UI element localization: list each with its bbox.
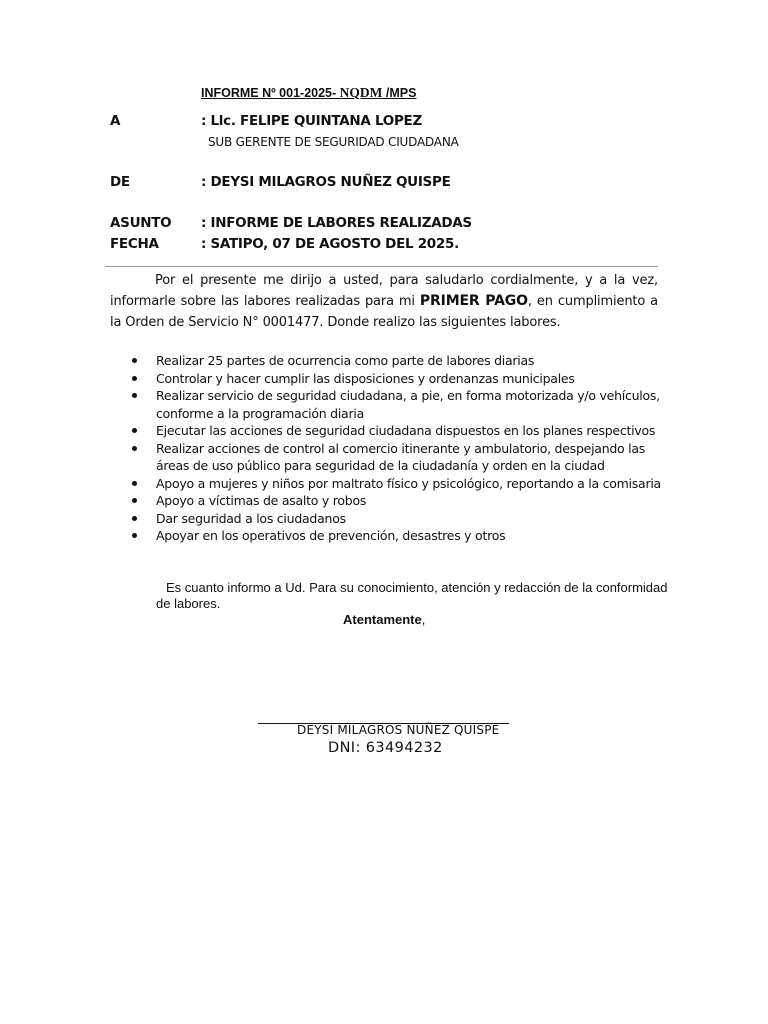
closing-text: Es cuanto informo a Ud. Para su conocimiento, atención y redacción de la conformidad de labores. — [156, 580, 668, 611]
signature-dni: DNI: 63494232 — [328, 740, 443, 756]
task-text: Realizar servicio de seguridad ciudadana, a pie, en forma motorizada y/o vehículos, conforme a la programación diaria — [156, 388, 660, 421]
bullet-icon — [132, 498, 137, 503]
task-text: Apoyar en los operativos de prevención, desastres y otros — [156, 528, 506, 543]
bullet-icon — [132, 446, 137, 451]
task-item — [128, 370, 668, 388]
report-title-main: INFORME Nº 001-2025- — [201, 86, 340, 100]
date-value: : SATIPO, 07 DE AGOSTO DEL 2025. — [201, 236, 459, 252]
subject-label: ASUNTO — [110, 215, 172, 231]
task-item — [128, 527, 668, 545]
to-label: A — [110, 113, 121, 129]
intro-strong-text: PRIMER PAGO — [419, 293, 528, 309]
bullet-icon — [132, 376, 137, 381]
task-text: Realizar 25 partes de ocurrencia como parte de labores diarias — [156, 353, 535, 368]
task-text: Apoyo a víctimas de asalto y robos — [156, 493, 367, 508]
task-item — [128, 440, 668, 475]
task-text: Ejecutar las acciones de seguridad ciudadana dispuestos en los planes respectivos — [156, 423, 656, 438]
signature-name: DEYSI MILAGROS NUÑEZ QUISPE — [297, 723, 500, 737]
date-label: FECHA — [110, 236, 159, 252]
task-item — [128, 387, 668, 422]
bullet-icon — [132, 481, 137, 486]
intro-text-after: , en cumplimiento a la Orden de Servicio N° 0001477. Donde realizo las siguientes labores. — [110, 294, 658, 330]
task-text: Realizar acciones de control al comercio itinerante y ambulatorio, despejando las áreas de uso público para seguridad de la ciudadanía y orden en la ciudad — [156, 440, 646, 473]
intro-text-before: Por el presente me dirijo a usted, para saludarlo cordialmente, y a la vez, informarle sobre las labores realizadas para mi — [110, 273, 658, 309]
to-value: : Llc. FELIPE QUINTANA LOPEZ — [201, 113, 422, 129]
subject-value: : INFORME DE LABORES REALIZADAS — [201, 215, 472, 231]
to-position: SUB GERENTE DE SEGURIDAD CIUDADANA — [208, 135, 459, 149]
regards-comma: , — [421, 612, 426, 627]
closing-paragraph — [156, 580, 676, 612]
task-list — [128, 352, 668, 545]
header-divider — [105, 266, 658, 267]
task-item — [128, 510, 668, 528]
task-item — [128, 475, 668, 493]
bullet-icon — [132, 428, 137, 433]
report-title — [201, 85, 416, 101]
regards-line — [343, 612, 425, 627]
task-text: Apoyo a mujeres y niños por maltrato físico y psicológico, reportando a la comisaria — [156, 475, 661, 491]
bullet-icon — [132, 358, 137, 363]
regards-text: Atentamente — [343, 612, 422, 627]
task-item — [128, 352, 668, 370]
task-item — [128, 492, 668, 510]
report-title-code: NQDM — [339, 85, 383, 100]
task-text: Controlar y hacer cumplir las disposiciones y ordenanzas municipales — [156, 370, 575, 386]
task-text: Dar seguridad a los ciudadanos — [156, 510, 346, 526]
bullet-icon — [132, 393, 137, 398]
from-value: : DEYSI MILAGROS NUÑEZ QUISPE — [201, 174, 451, 190]
bullet-icon — [132, 533, 137, 538]
report-title-suffix: /MPS — [382, 86, 417, 100]
from-label: DE — [110, 174, 130, 190]
bullet-icon — [132, 516, 137, 521]
intro-paragraph — [110, 270, 658, 333]
task-item — [128, 422, 668, 440]
